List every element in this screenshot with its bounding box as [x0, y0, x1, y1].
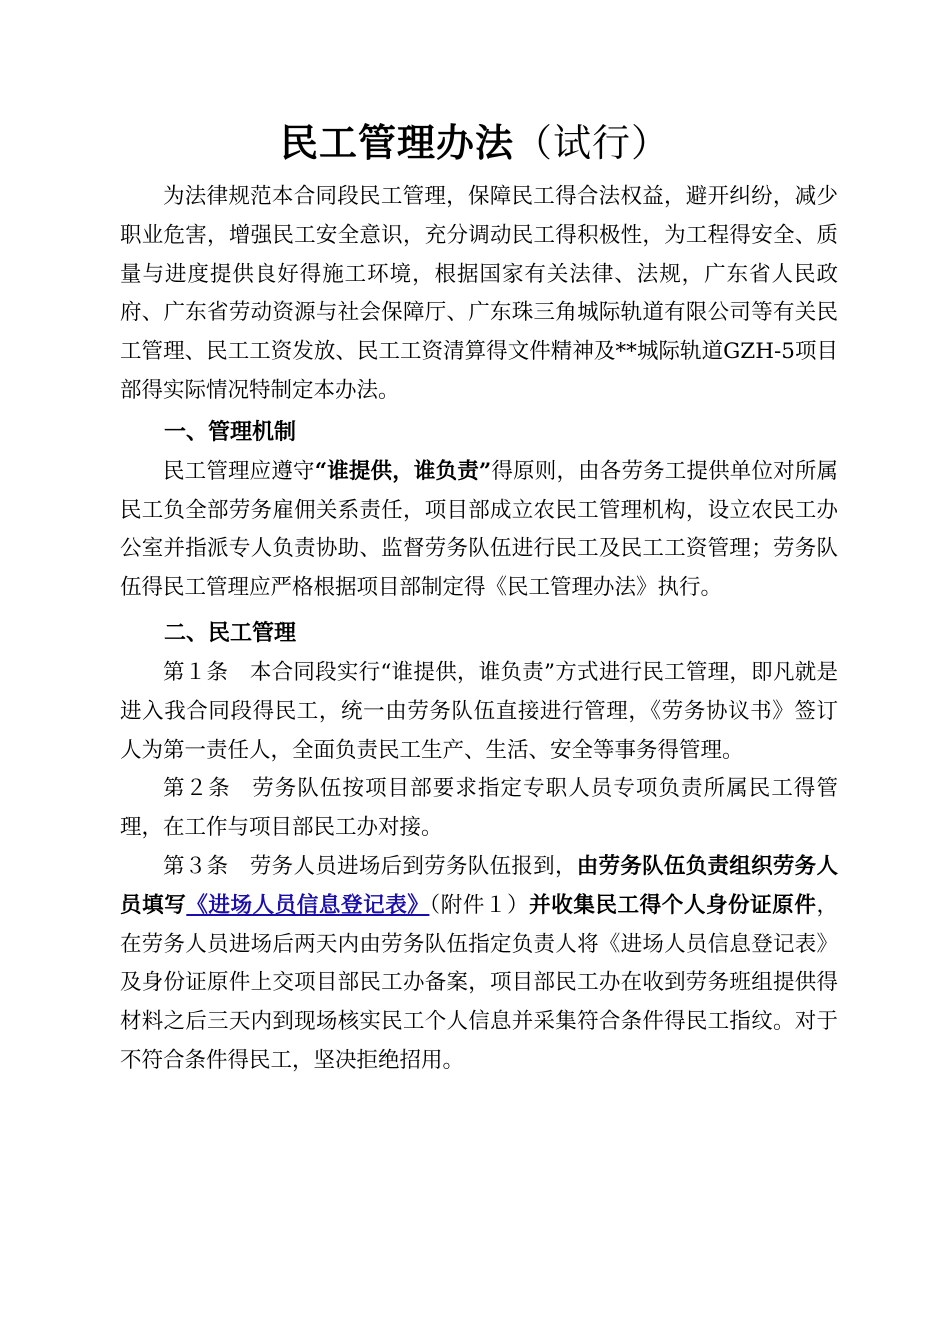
article-3-text-b: 由劳务队伍负责组织劳务人员填写: [120, 853, 838, 918]
article-3-attachment-ref: （附件１）: [429, 892, 530, 918]
intro-paragraph: 为法律规范本合同段民工管理，保障民工得合法权益，避开纠纷，减少职业危害，增强民工安全意识，充分调动民工得积极性，为工程得安全、质量与进度提供良好得施工环境，根据国家有关法律、法规，广东省人民政府、广东省劳动资源与社会保障厅、广东珠三角城际轨道有限公司等有关民工管理、民工工资发放、民工工资清算得文件精神及**城际轨道GZH-5项目部得实际情况特制定本办法。: [120, 184, 838, 403]
article-3-text-a: 劳务人员进场后到劳务队伍报到，: [249, 853, 577, 879]
title-paren: （试行）: [514, 121, 671, 165]
article-3-text-e: ，在劳务人员进场后两天内由劳务队伍指定负责人将《进场人员信息登记表》及身份证原件上交项目部民工办备案，项目部民工办在收到劳务班组提供得材料之后三天内到现场核实民工个人信息并采集符合条件得民工指纹。对于不符合条件得民工，坚决拒绝招用。: [120, 892, 838, 1073]
entry-registration-form-link[interactable]: 《进场人员信息登记表》: [186, 892, 430, 918]
mechanism-principle: “谁提供，谁负责”: [314, 458, 492, 484]
title-main: 民工管理办法: [279, 120, 514, 165]
article-1: [120, 654, 838, 770]
article-2-number: 第２条: [163, 776, 231, 802]
section-heading-management: 二、民工管理: [164, 619, 297, 646]
article-1-text: 本合同段实行“谁提供，谁负责”方式进行民工管理，即凡就是进入我合同段得民工，统一由劳务队伍直接进行管理，《劳务协议书》签订人为第一责任人，全面负责民工生产、生活、安全等事务得管理。: [120, 659, 838, 763]
article-3-text-d: 并收集民工得个人身份证原件: [529, 892, 817, 918]
document-title: [0, 118, 950, 168]
mechanism-text-after: 得原则，由各劳务工提供单位对所属民工负全部劳务雇佣关系责任，项目部成立农民工管理机构，设立农民工办公室并指派专人负责协助、监督劳务队伍进行民工及民工工资管理；劳务队伍得民工管理应严格根据项目部制定得《民工管理办法》执行。: [120, 458, 838, 601]
article-3-number: 第３条: [163, 853, 229, 879]
article-3: [120, 848, 838, 1081]
article-2: [120, 770, 838, 848]
mechanism-text-before: 民工管理应遵守: [163, 458, 315, 484]
mechanism-paragraph: [120, 453, 838, 608]
document-body: [120, 178, 838, 1081]
article-1-number: 第１条: [163, 659, 229, 685]
article-2-text: 劳务队伍按项目部要求指定专职人员专项负责所属民工得管理，在工作与项目部民工办对接。: [120, 776, 838, 841]
section-heading-mechanism: 一、管理机制: [164, 418, 297, 445]
